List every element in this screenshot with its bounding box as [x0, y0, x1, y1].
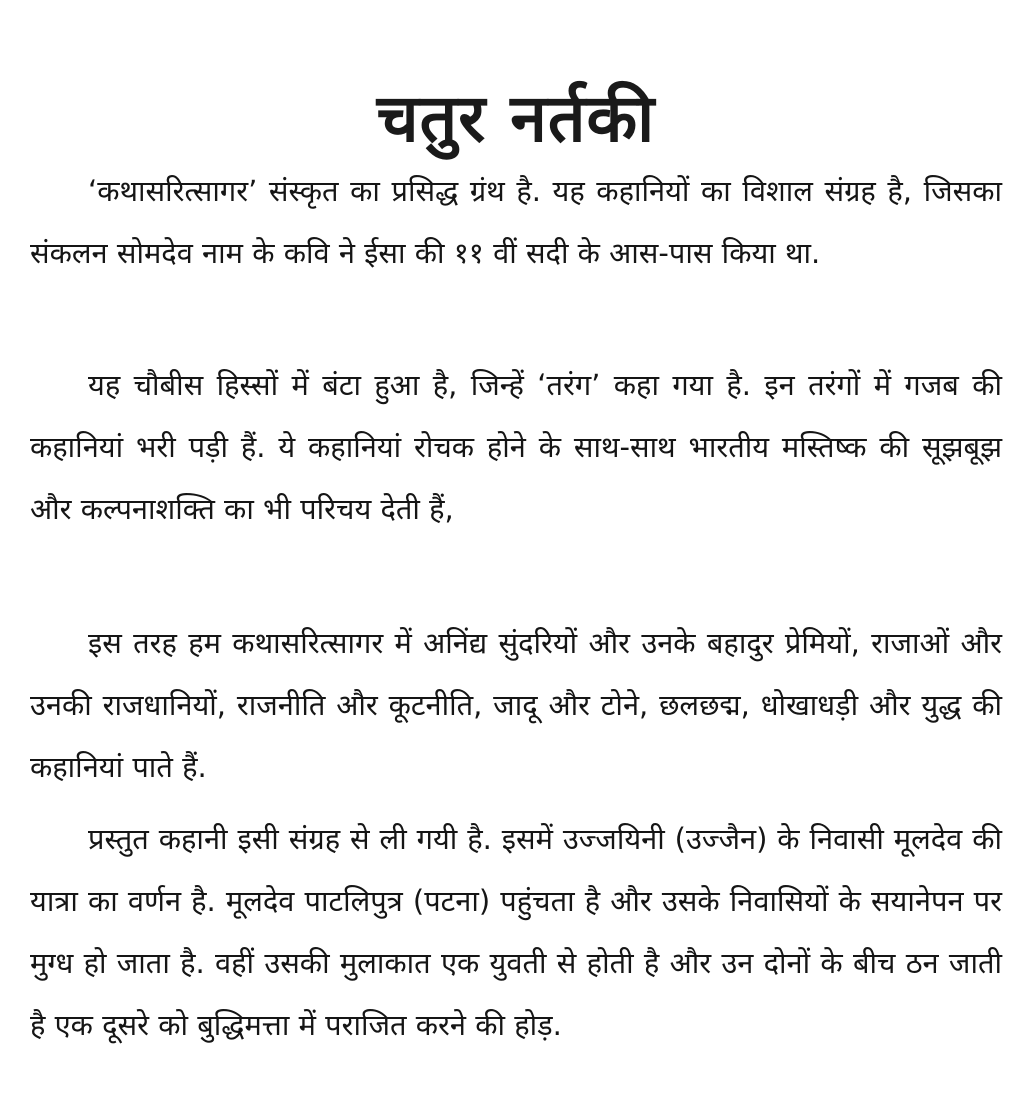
paragraph-2: यह चौबीस हिस्सों में बंटा हुआ है, जिन्हें ‘तरंग’ कहा गया है. इन तरंगों में गजब की कहानियां भरी पड़ी हैं. ये कहानियां रोचक होने के साथ-साथ भारतीय मस्तिष्क की सूझबूझ और कल्पनाशक्ति का भी परिचय देती हैं, [30, 368, 1002, 526]
paragraph-3: इस तरह हम कथासरित्सागर में अनिंद्य सुंदरियों और उनके बहादुर प्रेमियों, राजाओं और उनकी राजधानियों, राजनीति और कूटनीति, जादू और टोने, छलछद्म, धोखाधड़ी और युद्ध की कहानियां पाते हैं. [30, 626, 1002, 784]
article-title: चतुर नर्तकी [376, 80, 656, 158]
paragraph-1: ‘कथासरित्सागर’ संस्कृत का प्रसिद्ध ग्रंथ है. यह कहानियों का विशाल संग्रह है, जिसका संकलन सोमदेव नाम के कवि ने ईसा की ११ वीं सदी के आस-पास किया था. [30, 174, 1002, 270]
paragraph-4: प्रस्तुत कहानी इसी संग्रह से ली गयी है. इसमें उज्जयिनी (उज्जैन) के निवासी मूलदेव की यात्रा का वर्णन है. मूलदेव पाटलिपुत्र (पटना) पहुंचता है और उसके निवासियों के सयानेपन पर मुग्ध हो जाता है. वहीं उसकी मुलाकात एक युवती से होती है और उन दोनों के बीच ठन जाती है एक दूसरे को बुद्धिमत्ता में पराजित करने की होड़. [30, 822, 1002, 1042]
